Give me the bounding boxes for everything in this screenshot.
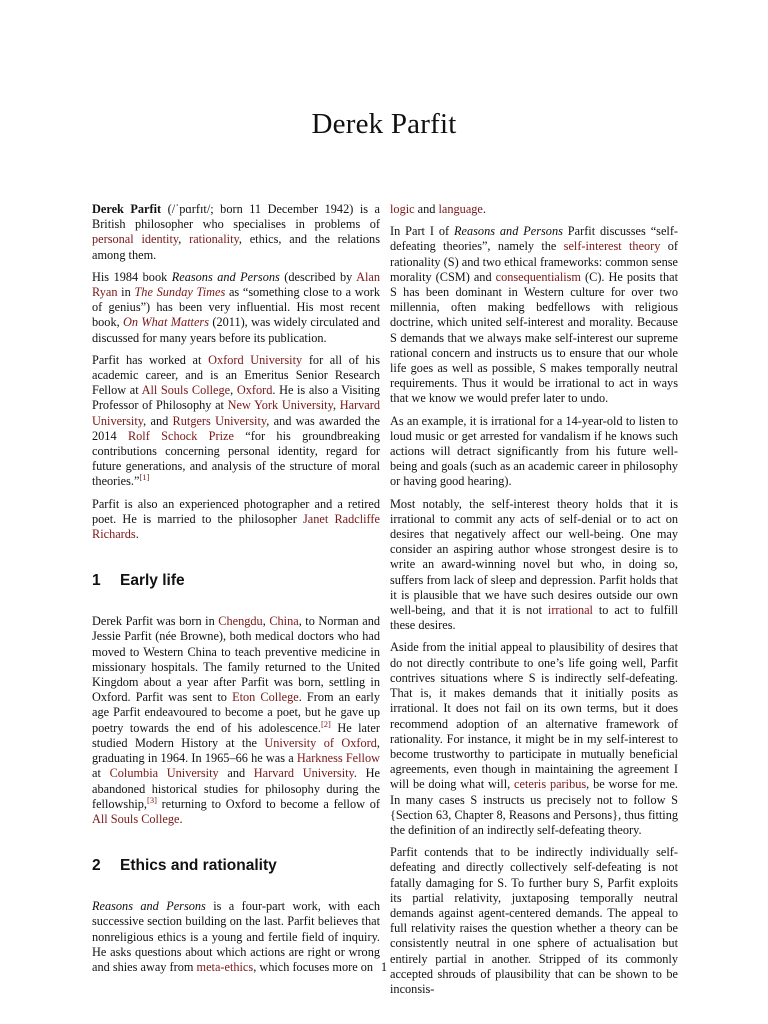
page-title: Derek Parfit xyxy=(311,108,457,140)
photographer-paragraph: Parfit is also an experienced photographer and a retired poet. He is married to the philosopher Janet Radcliffe Richards. xyxy=(92,496,380,542)
right-column xyxy=(390,202,678,1004)
link-logic[interactable]: logic xyxy=(390,202,415,216)
link-chengdu[interactable]: Chengdu xyxy=(218,614,263,629)
early-life-paragraph: Derek Parfit was born in Chengdu, China, to Norman and Jessie Parfit (née Browne), both medical doctors who had moved to Western China to teach preventive medicine in missionary hospitals. The family returned to the United Kingdom about a year after Parfit was born, settling in Oxford. Parfit was sent to Eton College. From an early age Parfit endeavoured to become a poet, but he gave up poetry towards the end of his adolescence.[2] He later studied Modern History at the University of Oxford, graduating in 1964. In 1965–66 he was a Harkness Fellow at Columbia University and Harvard University. He abandoned historical studies for philosophy during the fellowship,[3] returning to Oxford to become a fellow of All Souls College. xyxy=(92,614,380,826)
link-oxford-university[interactable]: Oxford University xyxy=(208,352,303,367)
link-janet-radcliffe-richards[interactable]: Janet Radcliffe Richards xyxy=(92,511,380,542)
ethics-paragraph: Reasons and Persons is a four-part work, with each successive section building on the last. Parfit believes that nonreligious ethics is a young and fertile field of inquiry. He asks questions about which actions are right or wrong and shies away from meta-ethics, which focuses more on xyxy=(92,899,380,974)
career-paragraph: Parfit has worked at Oxford University for all of his academic career, and is an Emeritus Senior Research Fellow at All Souls College, Oxford. He is also a Visiting Professor of Philosophy at New York University, Harvard University, and Rutgers University, and was awarded the 2014 Rolf Schock Prize “for his groundbreaking contributions concerning personal identity, regard for future generations, and analysis of the structure of moral theories.”[1] xyxy=(92,352,381,489)
link-language[interactable]: language xyxy=(438,202,483,216)
link-rolf-schock-prize[interactable]: Rolf Schock Prize xyxy=(127,428,234,443)
intro-paragraph: Derek Parfit (/ˈpɑrfɪt/; born 11 December 1942) is a British philosopher who specialises in problems of personal identity, rationality, ethics, and the relations among them. xyxy=(92,202,380,262)
aside-paragraph: Aside from the initial appeal to plausibility of desires that do not directly contribute to one’s life going well, Parfit contrives situations where S is indirectly self-defeating. That is, it makes demands that it initially posits as irrational. It does not fail on its own terms, but it does recommend adoption of an alternative framework of rationality. For instance, it might be in my self-interest to become trustworthy to participate in mutually beneficial agreements, even though in maintaining the agreement I will be doing what will, ceteris paribus, be worse for me. In many cases S instructs us precisely not to follow S {Section 63, Chapter 8, Reasons and Persons}, thus fitting the definition of an indirectly self-defeating theory. xyxy=(390,640,678,837)
link-university-of-oxford[interactable]: University of Oxford xyxy=(264,735,377,750)
part-one-paragraph: In Part I of Reasons and Persons Parfit discusses “self-defeating theories”, namely the self-interest theory of rationality (S) and two ethical frameworks: common sense morality (CSM) and consequentialism (C). He posits that S has been dominant in Western culture for over two millennia, often making bedfellows with religious doctrine, which united self-interest and morality. Because S demands that we always make self-interest our supreme rational concern and instructs us to ensure that our whole life goes as well as possible, S makes temporally neutral requirements. Thus it would be irrational to act in ways that we know we would prefer later to undo. xyxy=(390,224,679,406)
link-harvard-university-2[interactable]: Harvard University xyxy=(253,766,354,781)
continuation-paragraph: logic and language. xyxy=(390,202,486,216)
contends-paragraph: Parfit contends that to be indirectly individually self-defeating and directly collectively self-defeating is not fatally damaging for S. To further bury S, Parfit exploits its partial relativity, juxtaposing temporally neutral demands against agent-centered demands. The appeal to full relativity raises the question whether a theory can be consistently neutral in one sphere of actualisation but entirely partial in another. Stripped of its commonly accepted shrouds of plausibility that can be shown to be inconsis- xyxy=(390,845,678,996)
link-consequentialism[interactable]: consequentialism xyxy=(495,269,582,284)
page-number: 1 xyxy=(380,960,388,974)
link-harvard-university[interactable]: Harvard University xyxy=(92,398,380,428)
citation-2[interactable]: [2] xyxy=(320,718,331,729)
book-paragraph: His 1984 book Reasons and Persons (described by Alan Ryan in The Sunday Times as “something close to a work of genius”) has been very influential. His most recent book, On What Matters (2011), was widely circulated and discussed for many years before its publication. xyxy=(92,269,381,345)
link-alan-ryan[interactable]: Alan Ryan xyxy=(92,269,381,300)
link-on-what-matters[interactable]: On What Matters xyxy=(123,315,209,330)
link-china[interactable]: China xyxy=(269,614,299,629)
heading-ethics-rationality: 2 Ethics and rationality xyxy=(92,857,277,875)
link-ceteris-paribus[interactable]: ceteris paribus xyxy=(514,777,587,792)
notably-paragraph: Most notably, the self-interest theory holds that it is irrational to commit any acts of self-denial or to act on desires that negatively affect our well-being. One may consider an aspiring author whose strongest desire is to write an award-winning novel but who, in doing so, suffers from lack of sleep and depression. Parfit holds that it is plausible that we have such desires outside our own well-being, and that it is not irrational to act to fulfill these desires. xyxy=(390,496,678,633)
link-personal-identity[interactable]: personal identity xyxy=(92,232,179,247)
link-all-souls-college[interactable]: All Souls College xyxy=(141,383,231,398)
link-rutgers-university[interactable]: Rutgers University xyxy=(172,413,267,428)
link-columbia-university[interactable]: Columbia University xyxy=(109,766,219,781)
link-self-interest-theory[interactable]: self-interest theory xyxy=(563,239,661,254)
heading-early-life: 1 Early life xyxy=(92,572,185,590)
link-harkness-fellow[interactable]: Harkness Fellow xyxy=(296,751,380,766)
link-all-souls-college-2[interactable]: All Souls College xyxy=(92,811,180,826)
citation-3[interactable]: [3] xyxy=(147,794,157,805)
link-eton-college[interactable]: Eton College xyxy=(232,690,299,705)
link-nyu[interactable]: New York University xyxy=(227,398,333,413)
link-irrational[interactable]: irrational xyxy=(547,603,593,618)
left-column xyxy=(92,202,380,982)
link-sunday-times[interactable]: The Sunday Times xyxy=(134,285,226,300)
link-oxford[interactable]: Oxford xyxy=(236,383,273,398)
link-meta-ethics[interactable]: meta-ethics xyxy=(196,959,254,974)
link-rationality[interactable]: rationality xyxy=(189,232,239,247)
subject-name: Derek Parfit xyxy=(92,202,162,216)
example-paragraph: As an example, it is irrational for a 14-year-old to listen to loud music or get arrested for vandalism if he knows such actions will detract significantly from his future well-being and goals (such as an academic career in philosophy or having good hearing). xyxy=(390,413,678,489)
citation-1[interactable]: [1] xyxy=(139,472,150,483)
